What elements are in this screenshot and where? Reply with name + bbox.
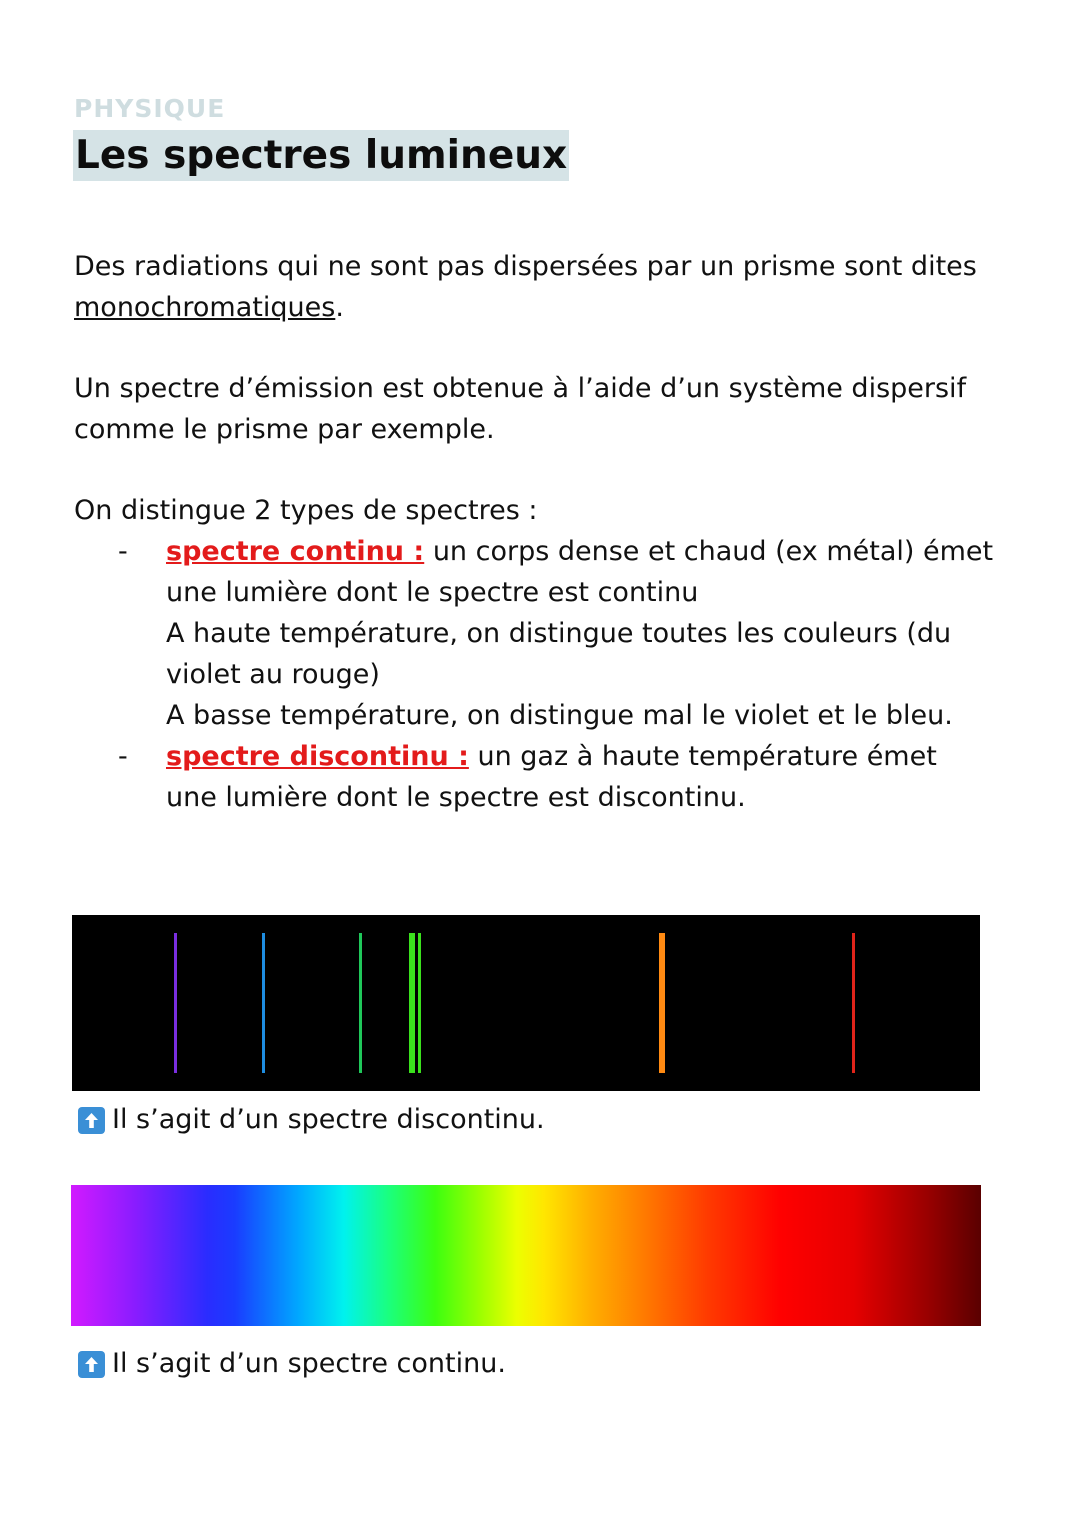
list-item-text: un corps dense et chaud (ex métal) émet une lumière dont le spectre est continu bbox=[166, 536, 994, 608]
list-item-text: A haute température, on distingue toutes les couleurs (du violet au rouge) bbox=[166, 618, 952, 690]
line-spectrum-svg bbox=[72, 915, 980, 1091]
term-monochromatiques: monochromatiques bbox=[74, 292, 336, 323]
emission-line-orange bbox=[659, 933, 665, 1073]
caption-discontinuous bbox=[78, 1102, 545, 1138]
emission-line-green bbox=[359, 933, 362, 1073]
caption-text: Il s’agit d’un spectre discontinu. bbox=[112, 1104, 545, 1135]
emission-line-green-bright bbox=[409, 933, 415, 1073]
bullet-dash: - bbox=[118, 536, 128, 567]
emission-line-red bbox=[852, 933, 855, 1073]
paragraph-end: . bbox=[335, 292, 344, 323]
caption-text: Il s’agit d’un spectre continu. bbox=[112, 1348, 506, 1379]
continuous-spectrum-image bbox=[71, 1185, 981, 1326]
paragraph-text: Des radiations qui ne sont pas dispersées par un prisme sont dites bbox=[74, 251, 977, 282]
emission-line-green-bright-2 bbox=[418, 933, 421, 1073]
paragraph-types: On distingue 2 types de spectres : bbox=[74, 495, 538, 526]
term-spectre-discontinu: spectre discontinu : bbox=[166, 741, 469, 772]
caption-continuous bbox=[78, 1346, 506, 1382]
paragraph-monochromatic bbox=[74, 246, 994, 328]
list-item-continuous bbox=[74, 531, 994, 736]
emission-line-blue bbox=[262, 933, 265, 1073]
list-item-text: A basse température, on distingue mal le violet et le bleu. bbox=[166, 700, 953, 731]
up-arrow-icon bbox=[78, 1107, 105, 1134]
line-spectrum-image bbox=[72, 915, 980, 1091]
page-title: Les spectres lumineux bbox=[73, 130, 569, 181]
paragraph-emission: Un spectre d’émission est obtenue à l’aide d’un système dispersif comme le prisme par exemple. bbox=[74, 373, 967, 445]
spectra-types-list bbox=[74, 531, 994, 818]
emission-line-violet bbox=[174, 933, 177, 1073]
subject-label: PHYSIQUE bbox=[74, 94, 226, 123]
term-spectre-continu: spectre continu : bbox=[166, 536, 425, 567]
bullet-dash: - bbox=[118, 741, 128, 772]
list-item-discontinuous bbox=[74, 736, 994, 818]
list-item-text: un gaz à haute température émet une lumière dont le spectre est discontinu. bbox=[166, 741, 937, 813]
up-arrow-icon bbox=[78, 1351, 105, 1378]
